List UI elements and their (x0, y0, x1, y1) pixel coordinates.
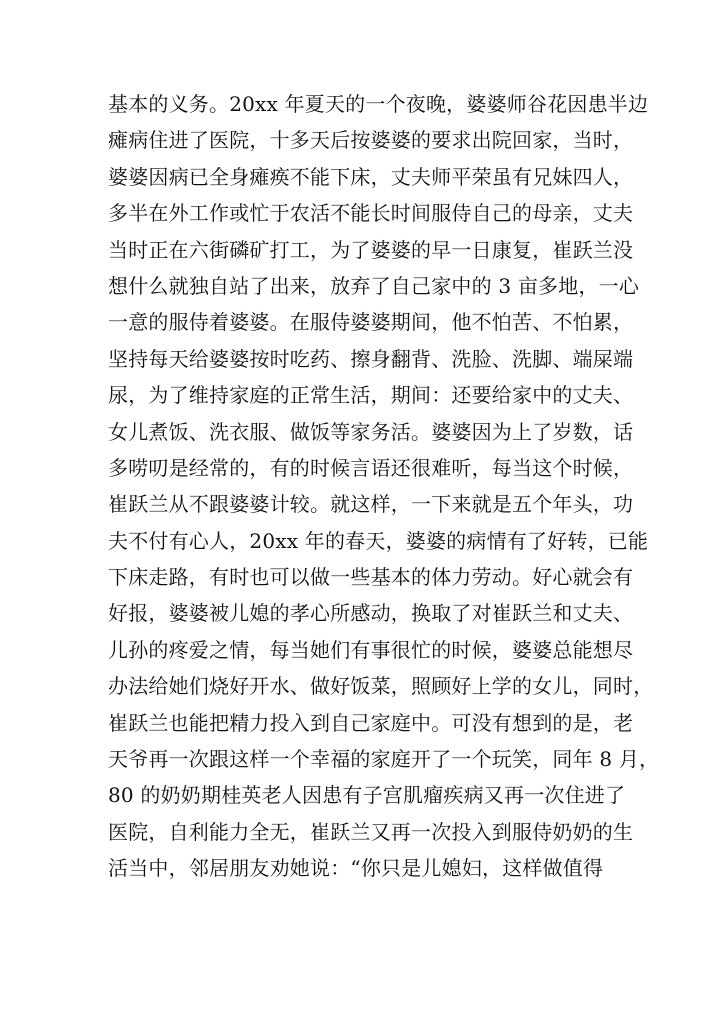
text-line: 办法给她们烧好开水、做好饭菜，照顾好上学的女儿，同时， (108, 674, 654, 699)
text-line: 医院，自利能力全无，崔跃兰又再一次投入到服侍奶奶的生 (108, 819, 634, 844)
text-line: 夫不付有心人，20xx 年的春天，婆婆的病情有了好转，已能 (108, 528, 649, 553)
text-line: 天爷再一次跟这样一个幸福的家庭开了一个玩笑，同年 8 月， (108, 747, 660, 772)
text-line: 女儿煮饭、洗衣服、做饭等家务活。婆婆因为上了岁数，话 (108, 419, 634, 444)
text-line: 瘫病住进了医院，十多天后按婆婆的要求出院回家，当时， (108, 128, 634, 153)
text-line: 下床走路，有时也可以做一些基本的体力劳动。好心就会有 (108, 565, 634, 590)
text-line: 基本的义务。20xx 年夏天的一个夜晚，婆婆师谷花因患半边 (108, 92, 649, 116)
text-line: 当时正在六街磷矿打工，为了婆婆的早一日康复，崔跃兰没 (108, 237, 634, 262)
text-line: 想什么就独自站了出来，放弃了自己家中的 3 亩多地，一心 (108, 273, 640, 298)
text-line: 活当中，邻居朋友劝她说：“你只是儿媳妇，这样做值得 (108, 856, 604, 881)
text-line: 80 的奶奶期桂英老人因患有子宫肌瘤疾病又再一次住进了 (108, 783, 626, 808)
text-line: 婆婆因病已全身瘫痪不能下床，丈夫师平荣虽有兄妹四人， (108, 164, 634, 189)
text-line: 崔跃兰也能把精力投入到自己家庭中。可没有想到的是，老 (108, 710, 634, 735)
text-line: 一意的服侍着婆婆。在服侍婆婆期间，他不怕苦、不怕累， (108, 310, 634, 335)
text-line: 坚持每天给婆婆按时吃药、擦身翻背、洗脸、洗脚、端屎端 (108, 346, 634, 371)
body-text (108, 86, 660, 887)
text-line: 多唠叨是经常的，有的时候言语还很难听，每当这个时候， (108, 455, 634, 480)
text-line: 崔跃兰从不跟婆婆计较。就这样，一下来就是五个年头，功 (108, 492, 634, 517)
text-line: 儿孙的疼爱之情，每当她们有事很忙的时候，婆婆总能想尽 (108, 637, 634, 662)
text-line: 好报，婆婆被儿媳的孝心所感动，换取了对崔跃兰和丈夫、 (108, 601, 634, 626)
text-line: 尿，为了维持家庭的正常生活，期间：还要给家中的丈夫、 (108, 383, 634, 408)
text-line: 多半在外工作或忙于农活不能长时间服侍自己的母亲，丈夫 (108, 201, 634, 226)
